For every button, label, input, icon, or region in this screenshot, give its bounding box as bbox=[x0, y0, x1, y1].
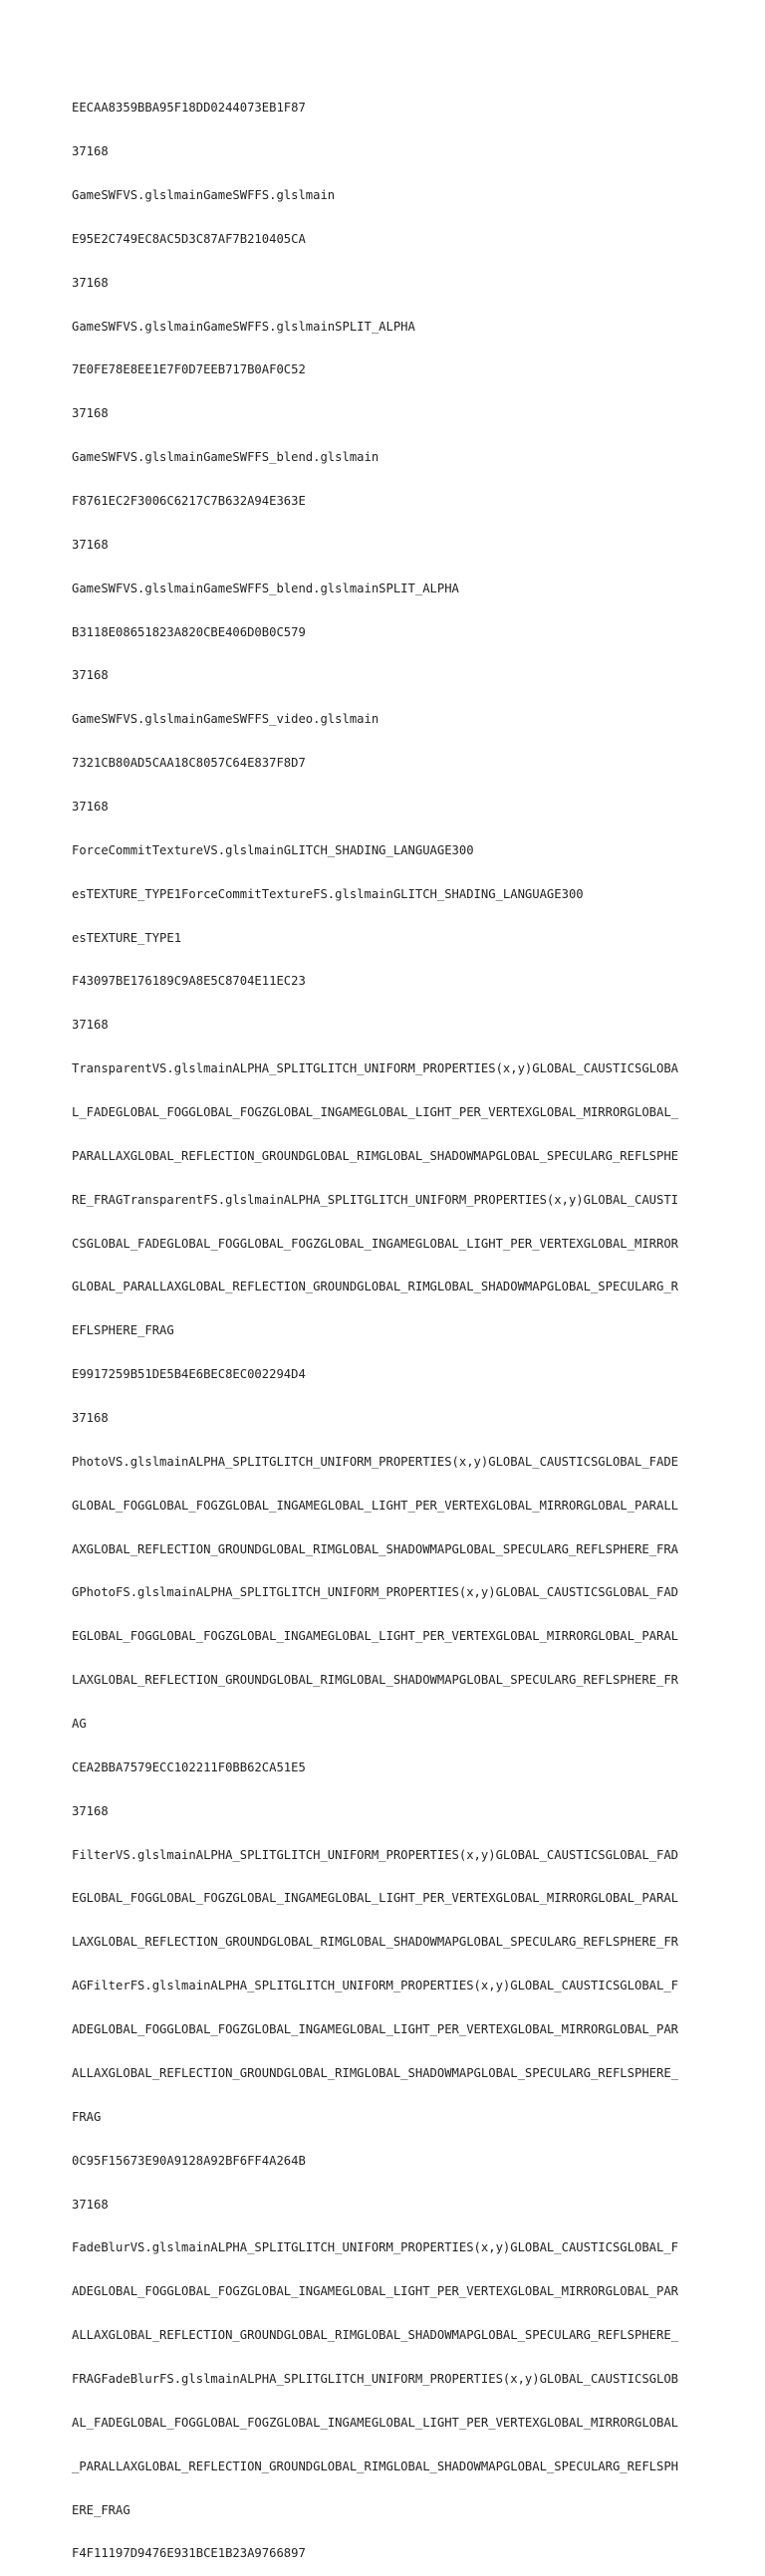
text-line: 37168 bbox=[72, 1018, 109, 1033]
text-line: GameSWFVS.glslmainGameSWFFS_video.glslmain bbox=[72, 712, 380, 727]
text-line: FilterVS.glslmainALPHA_SPLITGLITCH_UNIFORM_PROPERTIES(x,y)GLOBAL_CAUSTICSGLOBAL_FAD bbox=[72, 1847, 679, 1862]
text-line: GameSWFVS.glslmainGameSWFFS.glslmain bbox=[72, 187, 336, 202]
text-line: 0C95F15673E90A9128A92BF6FF4A264B bbox=[72, 2153, 306, 2168]
text-line: GLOBAL_PARALLAXGLOBAL_REFLECTION_GROUNDGLOBAL_RIMGLOBAL_SHADOWMAPGLOBAL_SPECULARG_R bbox=[72, 1280, 679, 1294]
text-line: ALLAXGLOBAL_REFLECTION_GROUNDGLOBAL_RIMGLOBAL_SHADOWMAPGLOBAL_SPECULARG_REFLSPHERE_ bbox=[72, 2328, 679, 2343]
text-line: L_FADEGLOBAL_FOGGLOBAL_FOGZGLOBAL_INGAMEGLOBAL_LIGHT_PER_VERTEXGLOBAL_MIRRORGLOBAL_ bbox=[72, 1105, 679, 1120]
text-line: AGFilterFS.glslmainALPHA_SPLITGLITCH_UNIFORM_PROPERTIES(x,y)GLOBAL_CAUSTICSGLOBAL_F bbox=[72, 1979, 679, 1993]
text-line: GameSWFVS.glslmainGameSWFFS_blend.glslmainSPLIT_ALPHA bbox=[72, 581, 459, 595]
text-line: F43097BE176189C9A8E5C8704E11EC23 bbox=[72, 974, 306, 989]
text-line: LAXGLOBAL_REFLECTION_GROUNDGLOBAL_RIMGLOBAL_SHADOWMAPGLOBAL_SPECULARG_REFLSPHERE_FR bbox=[72, 1673, 679, 1688]
text-line: ADEGLOBAL_FOGGLOBAL_FOGZGLOBAL_INGAMEGLOBAL_LIGHT_PER_VERTEXGLOBAL_MIRRORGLOBAL_PAR bbox=[72, 2284, 679, 2299]
text-line: 37168 bbox=[72, 668, 109, 683]
text-line: 37168 bbox=[72, 537, 109, 552]
text-line: FadeBlurVS.glslmainALPHA_SPLITGLITCH_UNIFORM_PROPERTIES(x,y)GLOBAL_CAUSTICSGLOBAL_F bbox=[72, 2240, 679, 2255]
text-line: EECAA8359BBA95F18DD0244073EB1F87 bbox=[72, 101, 306, 116]
text-line: 37168 bbox=[72, 144, 109, 159]
text-line: 37168 bbox=[72, 2197, 109, 2212]
text-line: B3118E08651823A820CBE406D0B0C579 bbox=[72, 624, 306, 639]
text-line: AG bbox=[72, 1717, 87, 1732]
text-line: 37168 bbox=[72, 1411, 109, 1426]
text-line: EGLOBAL_FOGGLOBAL_FOGZGLOBAL_INGAMEGLOBAL_LIGHT_PER_VERTEXGLOBAL_MIRRORGLOBAL_PARAL bbox=[72, 1891, 679, 1906]
text-line: 7321CB80AD5CAA18C8057C64E837F8D7 bbox=[72, 756, 306, 771]
text-line: RE_FRAGTransparentFS.glslmainALPHA_SPLITGLITCH_UNIFORM_PROPERTIES(x,y)GLOBAL_CAUSTI bbox=[72, 1192, 679, 1207]
text-line: F4F11197D9476E931BCE1B23A9766897 bbox=[72, 2546, 306, 2561]
text-line: 37168 bbox=[72, 800, 109, 814]
text-line: FRAG bbox=[72, 2109, 102, 2124]
text-line: E95E2C749EC8AC5D3C87AF7B210405CA bbox=[72, 231, 306, 246]
text-line: 37168 bbox=[72, 275, 109, 290]
text-line: PARALLAXGLOBAL_REFLECTION_GROUNDGLOBAL_RIMGLOBAL_SHADOWMAPGLOBAL_SPECULARG_REFLSPHE bbox=[72, 1148, 679, 1163]
text-line: CSGLOBAL_FADEGLOBAL_FOGGLOBAL_FOGZGLOBAL_INGAMEGLOBAL_LIGHT_PER_VERTEXGLOBAL_MIRROR bbox=[72, 1236, 679, 1251]
text-line: AXGLOBAL_REFLECTION_GROUNDGLOBAL_RIMGLOBAL_SHADOWMAPGLOBAL_SPECULARG_REFLSPHERE_FRA bbox=[72, 1541, 679, 1556]
text-line: ForceCommitTextureVS.glslmainGLITCH_SHADING_LANGUAGE300 bbox=[72, 842, 474, 857]
text-line: GameSWFVS.glslmainGameSWFFS.glslmainSPLIT_ALPHA bbox=[72, 319, 415, 334]
text-line: CEA2BBA7579ECC102211F0BB62CA51E5 bbox=[72, 1759, 306, 1774]
text-line: EGLOBAL_FOGGLOBAL_FOGZGLOBAL_INGAMEGLOBAL_LIGHT_PER_VERTEXGLOBAL_MIRRORGLOBAL_PARAL bbox=[72, 1629, 679, 1644]
text-line: 37168 bbox=[72, 1803, 109, 1818]
text-line: LAXGLOBAL_REFLECTION_GROUNDGLOBAL_RIMGLOBAL_SHADOWMAPGLOBAL_SPECULARG_REFLSPHERE_FR bbox=[72, 1935, 679, 1950]
text-line: 7E0FE78E8EE1E7F0D7EEB717B0AF0C52 bbox=[72, 362, 306, 377]
text-line: ALLAXGLOBAL_REFLECTION_GROUNDGLOBAL_RIMGLOBAL_SHADOWMAPGLOBAL_SPECULARG_REFLSPHERE_ bbox=[72, 2065, 679, 2080]
text-line: ERE_FRAG bbox=[72, 2502, 130, 2517]
text-line: EFLSPHERE_FRAG bbox=[72, 1323, 174, 1338]
text-line: GPhotoFS.glslmainALPHA_SPLITGLITCH_UNIFORM_PROPERTIES(x,y)GLOBAL_CAUSTICSGLOBAL_FAD bbox=[72, 1585, 679, 1600]
text-line: TransparentVS.glslmainALPHA_SPLITGLITCH_UNIFORM_PROPERTIES(x,y)GLOBAL_CAUSTICSGLOBA bbox=[72, 1061, 679, 1076]
text-line: AL_FADEGLOBAL_FOGGLOBAL_FOGZGLOBAL_INGAMEGLOBAL_LIGHT_PER_VERTEXGLOBAL_MIRRORGLOBAL bbox=[72, 2415, 679, 2430]
text-line: esTEXTURE_TYPE1ForceCommitTextureFS.glslmainGLITCH_SHADING_LANGUAGE300 bbox=[72, 886, 584, 901]
text-line: F8761EC2F3006C6217C7B632A94E363E bbox=[72, 493, 306, 508]
text-line: GLOBAL_FOGGLOBAL_FOGZGLOBAL_INGAMEGLOBAL_LIGHT_PER_VERTEXGLOBAL_MIRRORGLOBAL_PARALL bbox=[72, 1498, 679, 1513]
text-line: PhotoVS.glslmainALPHA_SPLITGLITCH_UNIFORM_PROPERTIES(x,y)GLOBAL_CAUSTICSGLOBAL_FADE bbox=[72, 1454, 679, 1469]
text-line: FRAGFadeBlurFS.glslmainALPHA_SPLITGLITCH_UNIFORM_PROPERTIES(x,y)GLOBAL_CAUSTICSGLOB bbox=[72, 2371, 679, 2386]
text-line: _PARALLAXGLOBAL_REFLECTION_GROUNDGLOBAL_RIMGLOBAL_SHADOWMAPGLOBAL_SPECULARG_REFLSPH bbox=[72, 2459, 679, 2473]
text-line: esTEXTURE_TYPE1 bbox=[72, 930, 182, 945]
text-line: GameSWFVS.glslmainGameSWFFS_blend.glslmain bbox=[72, 450, 380, 465]
document-text bbox=[72, 72, 699, 2576]
text-line: E9917259B51DE5B4E6BEC8EC002294D4 bbox=[72, 1367, 306, 1382]
text-line: 37168 bbox=[72, 406, 109, 421]
text-line: ADEGLOBAL_FOGGLOBAL_FOGZGLOBAL_INGAMEGLOBAL_LIGHT_PER_VERTEXGLOBAL_MIRRORGLOBAL_PAR bbox=[72, 2022, 679, 2037]
